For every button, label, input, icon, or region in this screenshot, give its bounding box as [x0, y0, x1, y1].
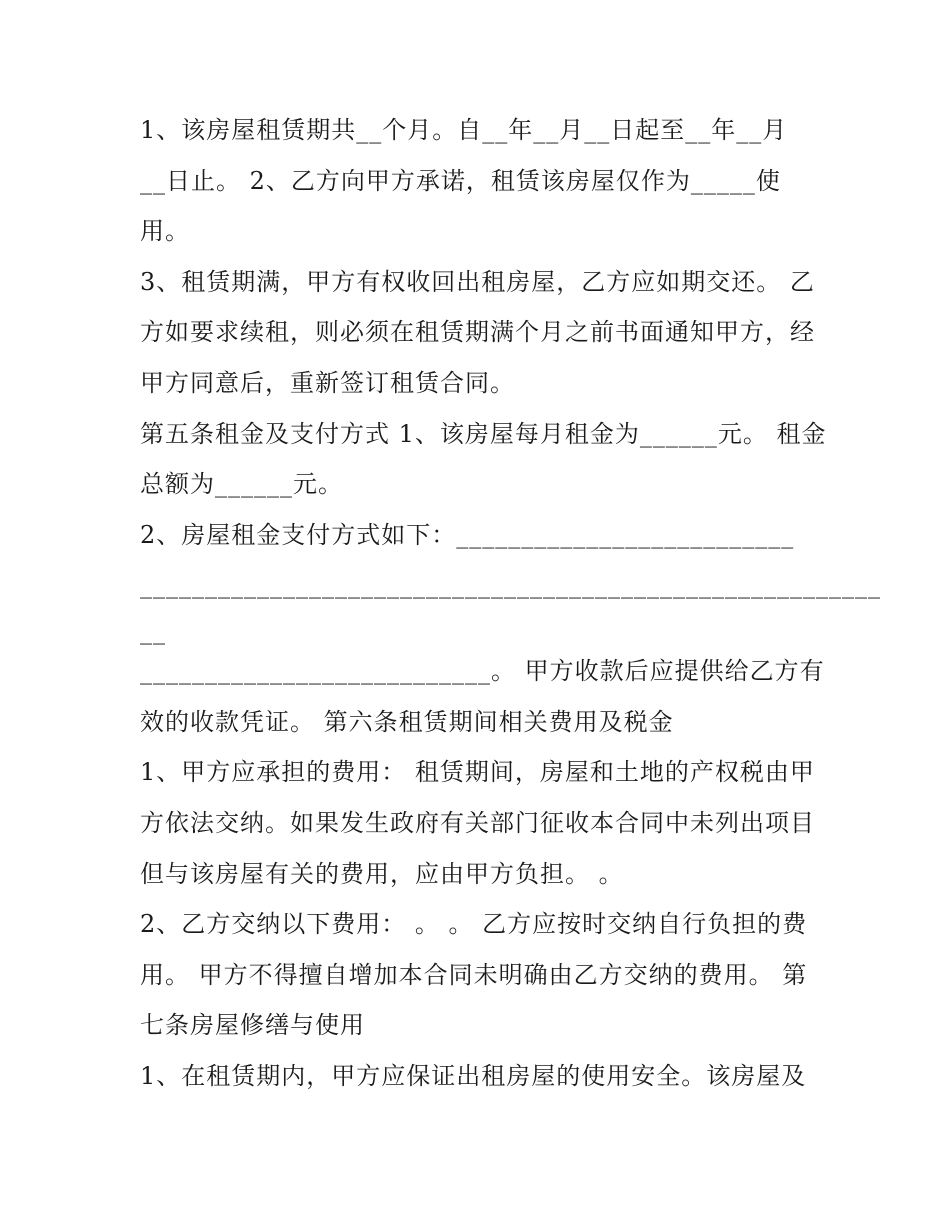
text-line: 效的收款凭证。 第六条租赁期间相关费用及税金 — [140, 708, 674, 736]
text-line: 但与该房屋有关的费用，应由甲方负担。 。 — [140, 860, 624, 888]
text-line: 第五条租金及支付方式 1、该房屋每月租金为______元。 租金 — [140, 420, 827, 448]
text-line: 七条房屋修缮与使用 — [140, 1011, 365, 1039]
text-line: 方如要求续租，则必须在租赁期满个月之前书面通知甲方，经 — [140, 318, 815, 346]
text-line: 3、租赁期满，甲方有权收回出租房屋，乙方应如期交还。 乙 — [140, 268, 815, 296]
text-line: 2、房屋租金支付方式如下：__________________________ — [140, 521, 795, 549]
text-line: 2、乙方交纳以下费用： 。 。 乙方应按时交纳自行负担的费 — [140, 910, 808, 938]
text-line: 甲方同意后，重新签订租赁合同。 — [140, 369, 515, 397]
text-line: ___________________________。 甲方收款后应提供给乙方有 — [140, 657, 825, 685]
text-line: _________________________________________________________ — [140, 571, 881, 599]
text-line: 方依法交纳。如果发生政府有关部门征收本合同中未列出项目 — [140, 809, 815, 837]
text-line: 1、该房屋租赁期共__个月。自__年__月__日起至__年__月 — [140, 116, 788, 144]
text-line: __ — [140, 617, 166, 645]
text-line: 用。 — [140, 217, 190, 245]
text-line: 用。 甲方不得擅自增加本合同未明确由乙方交纳的费用。 第 — [140, 961, 808, 989]
text-line: __日止。 2、乙方向甲方承诺，租赁该房屋仅作为_____使 — [140, 167, 781, 195]
text-line: 1、在租赁期内，甲方应保证出租房屋的使用安全。该房屋及 — [140, 1062, 807, 1090]
text-line: 1、甲方应承担的费用： 租赁期间，房屋和土地的产权税由甲 — [140, 758, 815, 786]
text-line: 总额为______元。 — [140, 470, 343, 498]
